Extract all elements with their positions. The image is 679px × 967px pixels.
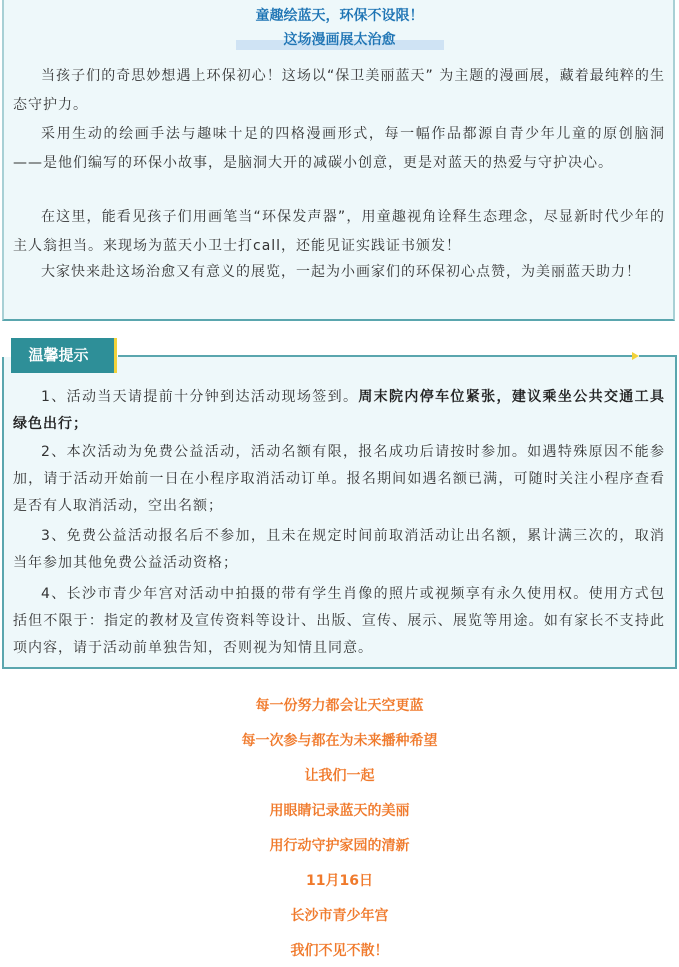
venue-name: 长沙市青少年宫 bbox=[290, 908, 389, 924]
slogan-line: 用行动守护家园的清新 bbox=[269, 838, 410, 854]
tip-item-1-bold: 周末院内停车位紧张，建议乘坐公共交通工具绿色出行； bbox=[13, 389, 666, 432]
intro-paragraph-1: 当孩子们的奇思妙想遇上环保初心！这场以“保卫美丽蓝天” 为主题的漫画展，藏着最纯粹的生态守护力。 bbox=[13, 68, 665, 113]
tip-item-4: 4、长沙市青少年宫对活动中拍摄的带有学生肖像的照片或视频享有永久使用权。使用方式包括但不限于：指定的教材及宣传资料等设计、出版、宣传、展示、展览等用途。如有家长不支持此项内容，请于活动前单独告知，否则视为知情且同意。 bbox=[13, 586, 665, 656]
tips-divider-end bbox=[639, 355, 677, 357]
intro-paragraph-4: 大家快来赴这场治愈又有意义的展览，一起为小画家们的环保初心点赞，为美丽蓝天助力！ bbox=[41, 264, 641, 280]
tip-item-3: 3、免费公益活动报名后不参加，且未在规定时间前取消活动让出名额，累计满三次的，取消当年参加其他免费公益活动资格； bbox=[13, 528, 665, 571]
arrow-right-icon bbox=[632, 352, 639, 360]
slogan-line: 用眼睛记录蓝天的美丽 bbox=[269, 803, 410, 819]
page-subtitle bbox=[0, 30, 679, 50]
tip-item-1-text: 1、活动当天请提前十分钟到达活动现场签到。 bbox=[41, 389, 359, 405]
intro-paragraph-2: 采用生动的绘画手法与趣味十足的四格漫画形式，每一幅作品都源自青少年儿童的原创脑洞——是他们编写的环保小故事，是脑洞大开的减碳小创意，更是对蓝天的热爱与守护决心。 bbox=[13, 126, 665, 171]
event-date: 11月16日 bbox=[306, 873, 373, 889]
page-title: 童趣绘蓝天，环保不设限！ bbox=[255, 8, 424, 24]
page-subtitle-text: 这场漫画展太治愈 bbox=[236, 30, 444, 50]
slogan-line: 我们不见不散！ bbox=[290, 943, 389, 959]
tip-item-1 bbox=[13, 384, 665, 438]
tips-divider bbox=[118, 355, 635, 357]
slogan-line: 让我们一起 bbox=[304, 768, 375, 784]
tip-item-2: 2、本次活动为免费公益活动，活动名额有限，报名成功后请按时参加。如遇特殊原因不能参加，请于活动开始前一日在小程序取消活动订单。报名期间如遇名额已满，可随时关注小程序查看是否有人取消活动，空出名额； bbox=[13, 444, 665, 514]
slogan-line: 每一次参与都在为未来播种希望 bbox=[241, 733, 438, 749]
tips-badge: 温馨提示 bbox=[11, 338, 117, 373]
intro-paragraph-3: 在这里，能看见孩子们用画笔当“环保发声器”，用童趣视角诠释生态理念，尽显新时代少年的主人翁担当。来现场为蓝天小卫士打call，还能见证实践证书颁发！ bbox=[13, 209, 665, 254]
slogan-line: 每一份努力都会让天空更蓝 bbox=[255, 698, 424, 714]
